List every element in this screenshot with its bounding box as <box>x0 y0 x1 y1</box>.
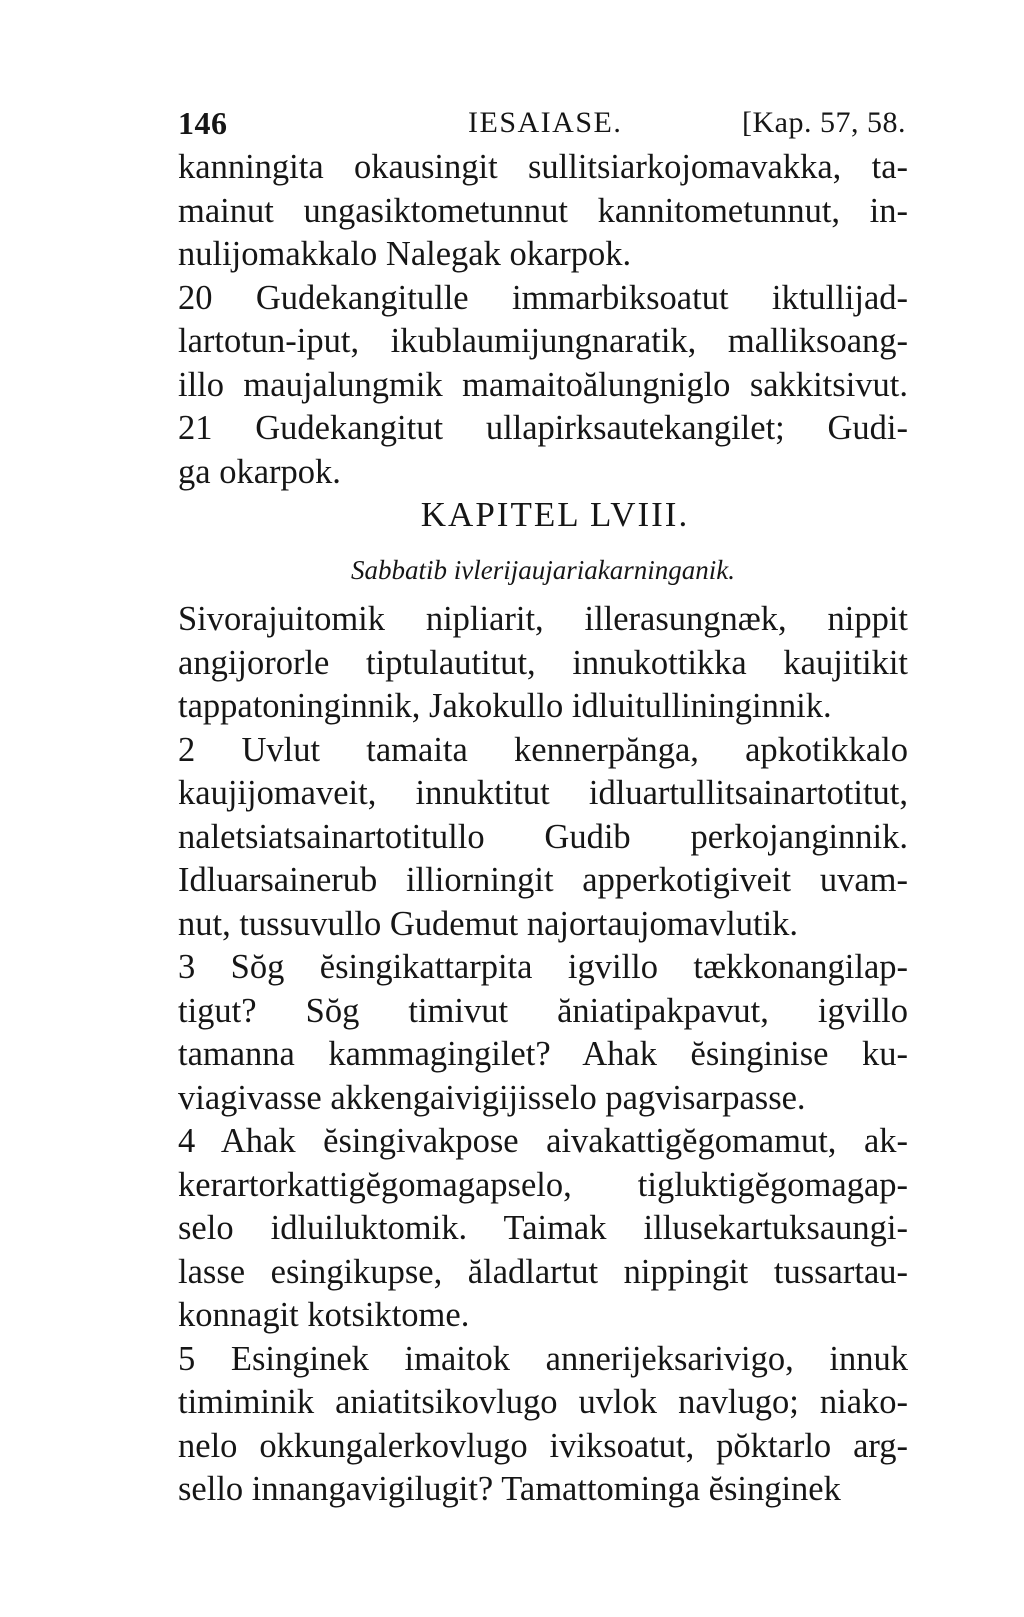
text-line: lartotun-iput, ikublaumijungnaratik, malliksoang- <box>178 322 908 360</box>
text-line: kanningita okausingit sullitsiarkojomavakka, ta- <box>178 148 908 186</box>
running-head <box>178 100 908 146</box>
text-line: 2 Uvlut tamaita kennerpănga, apkotikkalo <box>178 730 908 769</box>
chapter-reference: [Kap. 57, 58. <box>742 106 906 139</box>
text-line: naletsiatsainartotitullo Gudib perkojanginnik. <box>178 817 908 856</box>
text-line: 5 Esinginek imaitok annerijeksarivigo, innuk <box>178 1339 908 1378</box>
text-line: illo maujalungmik mamaitoălungniglo sakkitsivut. <box>178 365 908 404</box>
text-line: kaujijomaveit, innuktitut idluartullitsainartotitut, <box>178 774 908 812</box>
text-line: kerartorkattigĕgomagapselo, tigluktigĕgomagap- <box>178 1165 908 1204</box>
text-line: tamanna kammagingilet? Ahak ĕsinginise ku- <box>178 1035 908 1073</box>
text-line: mainut ungasiktometunnut kannitometunnut, in- <box>178 191 908 230</box>
text-line: angijororle tiptulautitut, innukottikka kaujitikit <box>178 643 908 682</box>
text-line: viagivasse akkengaivigijisselo pagvisarpasse. <box>178 1078 806 1117</box>
page-number: 146 <box>178 105 228 141</box>
text-line: 4 Ahak ĕsingivakpose aivakattigĕgomamut, ak- <box>178 1122 908 1160</box>
text-line: Sivorajuitomik nipliarit, illerasungnæk, nippit <box>178 600 908 638</box>
text-line: 20 Gudekangitulle immarbiksoatut iktullijad- <box>178 278 908 317</box>
text-line: 3 Sŏg ĕsingikattarpita igvillo tækkonangilap- <box>178 948 908 986</box>
text-block-chapter-58 <box>178 598 908 1512</box>
text-line: konnagit kotsiktome. <box>178 1296 470 1334</box>
text-line: selo idluiluktomik. Taimak illusekartuksaungi- <box>178 1209 908 1247</box>
text-line: nelo okkungalerkovlugo iviksoatut, pŏktarlo arg- <box>178 1426 908 1465</box>
text-line: nulijomakkalo Nalegak okarpok. <box>178 235 632 273</box>
text-block-chapter-57-end <box>178 146 908 494</box>
text-line: Idluarsainerub illiorningit apperkotigiveit uvam- <box>178 861 908 899</box>
text-line: tigut? Sŏg timivut ăniatipakpavut, igvillo <box>178 991 908 1030</box>
text-line: tappatoninginnik, Jakokullo idluitullininginnik. <box>178 687 832 725</box>
text-line: nut, tussuvullo Gudemut najortaujomavlutik. <box>178 904 798 943</box>
text-line: 21 Gudekangitut ullapirksautekangilet; Gudi- <box>178 409 908 447</box>
chapter-heading: KAPITEL LVIII. <box>420 495 690 534</box>
text-line: ga okarpok. <box>178 452 341 491</box>
book-title: IESAIASE. <box>468 106 623 139</box>
chapter-subtitle: Sabbatib ivlerijaujariakarninganik. <box>351 555 735 585</box>
text-line: sello innangavigilugit? Tamattominga ĕsinginek <box>178 1470 841 1508</box>
text-line: lasse esingikupse, ăladlartut nippingit tussartau- <box>178 1252 908 1291</box>
text-line: timiminik aniatitsikovlugo uvlok navlugo; niako- <box>178 1383 908 1421</box>
